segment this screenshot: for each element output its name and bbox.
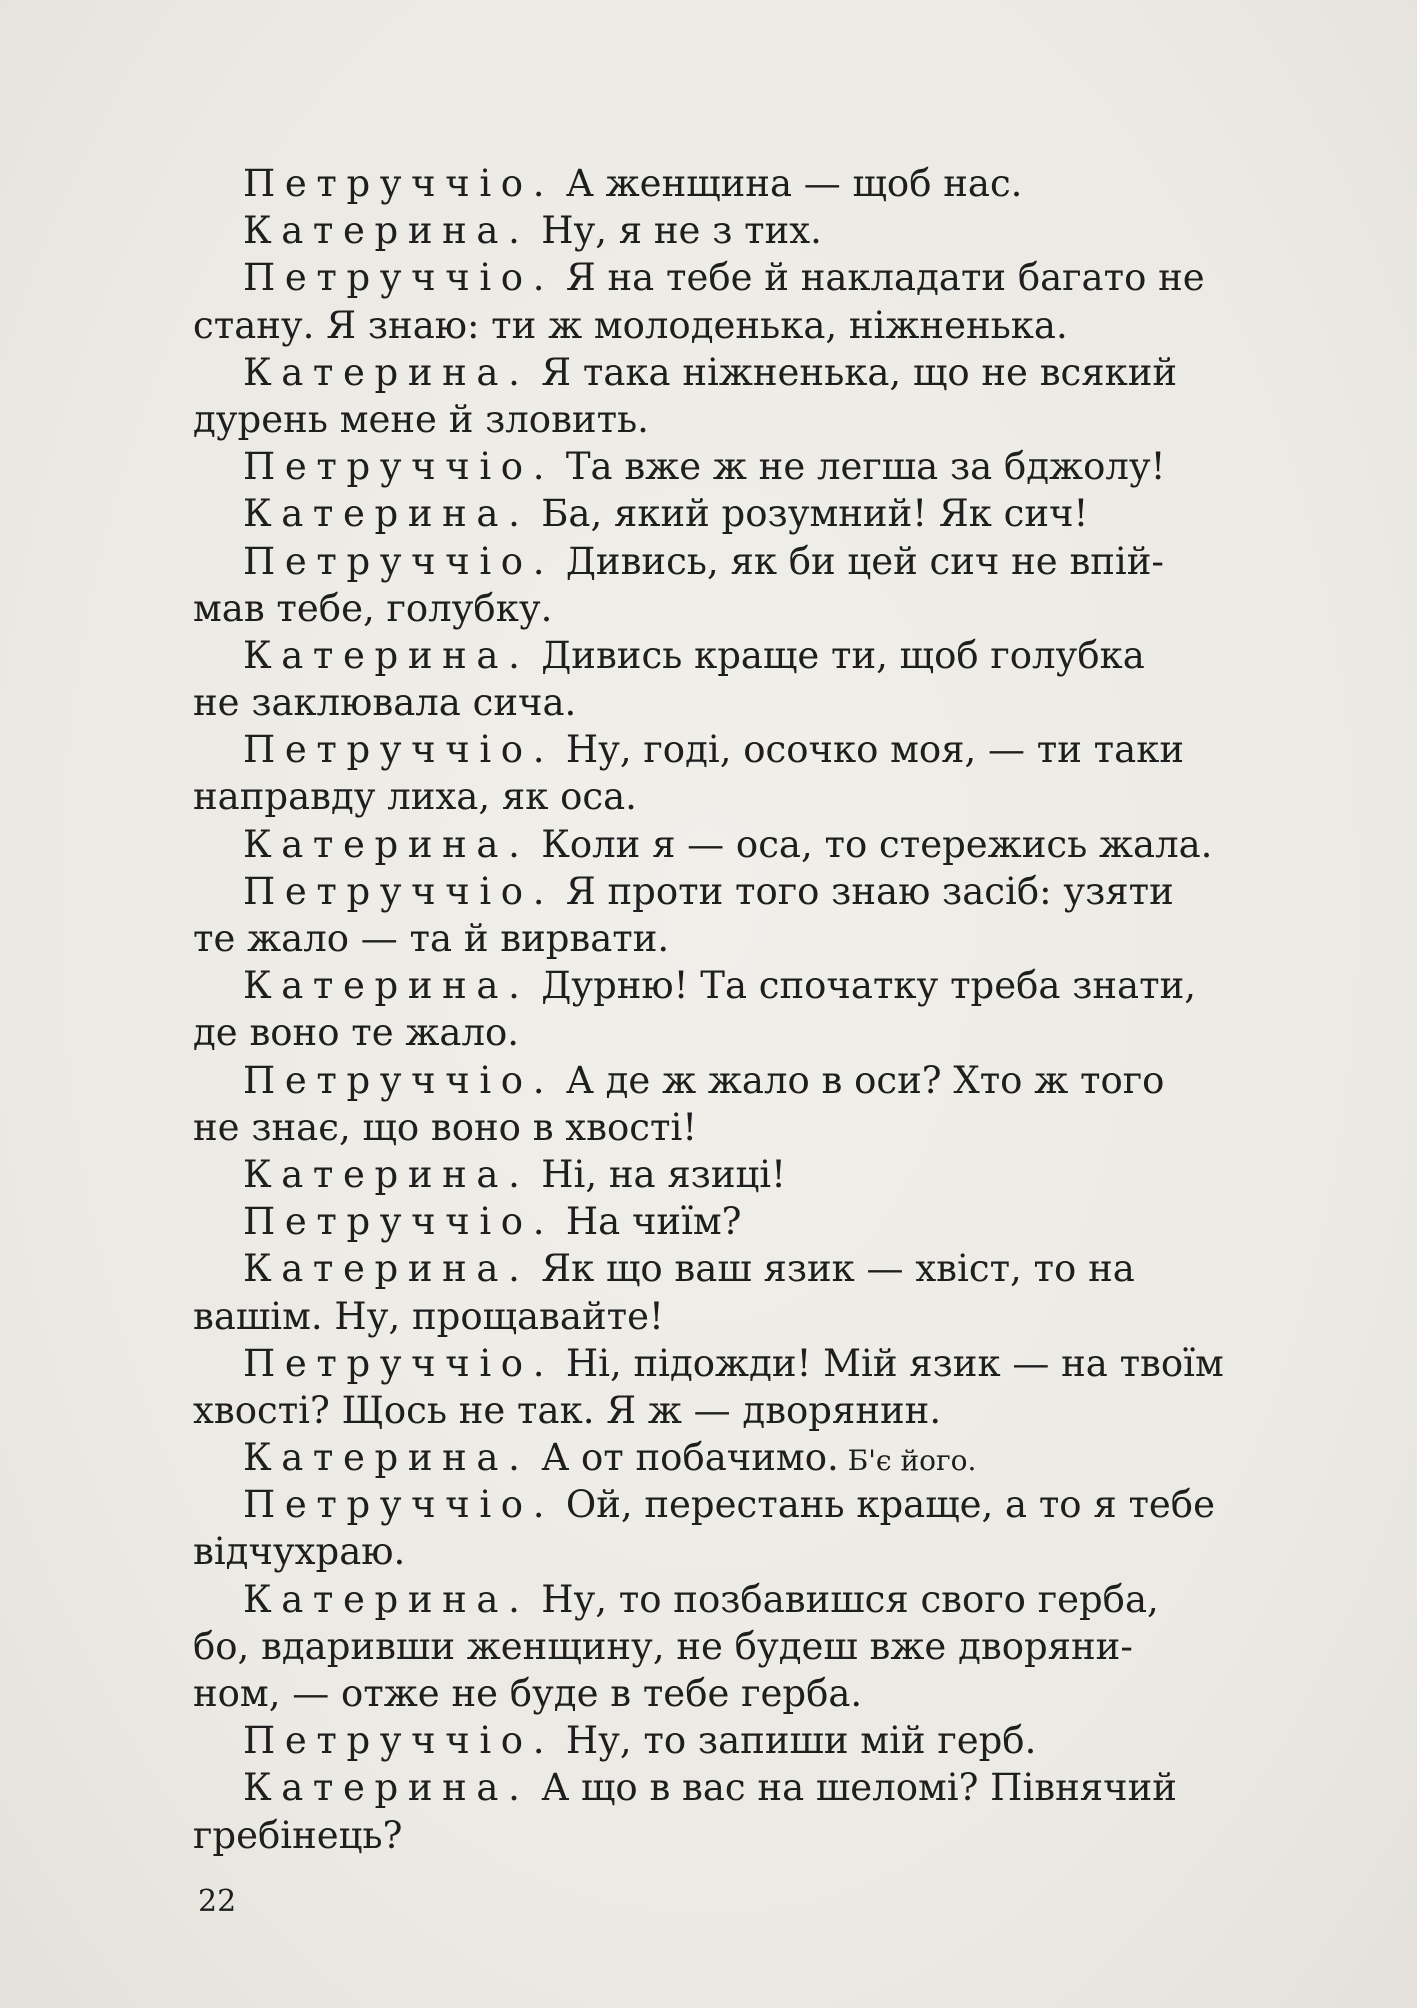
line-text: Ну, я не з тих. — [529, 209, 822, 253]
text-line — [193, 443, 1373, 490]
line-text: Дивись, як би цей сич не впій- — [554, 539, 1164, 583]
line-text: А що в вас на шеломі? Півнячий — [529, 1766, 1177, 1810]
line-text: Я така ніжненька, що не всякий — [529, 350, 1178, 394]
text-line — [193, 1481, 1373, 1528]
line-text: На чиїм? — [554, 1200, 742, 1244]
line-text: не заклювала сича. — [193, 681, 577, 725]
text-line — [193, 868, 1373, 915]
text-line — [193, 962, 1373, 1009]
text-line — [193, 1387, 1373, 1434]
line-text: бо, вдаривши женщину, не будеш вже дворяни- — [193, 1624, 1133, 1668]
line-text: гребінець? — [193, 1813, 403, 1857]
line-text: відчухраю. — [193, 1530, 406, 1574]
line-text: Ні, підожди! Мій язик — на твоїм — [554, 1341, 1224, 1385]
line-text: Ой, перестань краще, а то я тебе — [554, 1483, 1215, 1527]
speaker-name: Катерина. — [243, 1436, 530, 1480]
line-text: стану. Я знаю: ти ж молоденька, ніжненька. — [193, 303, 1068, 347]
line-text: те жало — та й вирвати. — [193, 917, 670, 960]
line-text: Я проти того знаю засіб: узяти — [554, 869, 1174, 913]
text-line — [193, 1434, 1373, 1481]
text-line — [193, 585, 1373, 632]
line-text: А де ж жало в оси? Хто ж того — [554, 1058, 1165, 1102]
speaker-name: Петруччіо. — [243, 1483, 555, 1527]
speaker-name: Катерина. — [243, 209, 530, 253]
text-line — [193, 821, 1373, 868]
line-text: вашім. Ну, прощавайте! — [193, 1294, 664, 1338]
speaker-name: Петруччіо. — [243, 1719, 555, 1763]
text-line — [193, 915, 1373, 962]
text-line — [193, 1340, 1373, 1387]
text-line — [193, 1764, 1373, 1811]
speaker-name: Петруччіо. — [243, 1341, 555, 1385]
text-line — [193, 726, 1373, 773]
text-line — [193, 254, 1373, 301]
text-line — [193, 207, 1373, 254]
text-line — [193, 773, 1373, 820]
text-line — [193, 1057, 1373, 1104]
line-text: Ну, годі, осочко моя, — ти таки — [554, 728, 1184, 772]
text-line — [193, 1576, 1373, 1623]
line-text: направду лиха, як оса. — [193, 775, 637, 819]
line-text: Дурню! Та спочатку треба знати, — [529, 964, 1197, 1008]
speaker-name: Петруччіо. — [243, 1200, 555, 1244]
speaker-name: Катерина. — [243, 492, 530, 536]
speaker-name: Петруччіо. — [243, 256, 555, 300]
line-text: Я на тебе й накладати багато не — [554, 256, 1205, 300]
text-line — [193, 1812, 1373, 1859]
line-text: Коли я — оса, то стережись жала. — [529, 822, 1213, 866]
text-line — [193, 302, 1373, 349]
text-line — [193, 1623, 1373, 1670]
line-text: мав тебе, голубку. — [193, 586, 553, 630]
line-text: Ба, який розумний! Як сич! — [529, 492, 1089, 536]
speaker-name: Катерина. — [243, 1766, 530, 1810]
speaker-name: Катерина. — [243, 1577, 530, 1621]
speaker-name: Петруччіо. — [243, 869, 555, 913]
text-line — [193, 1717, 1373, 1764]
text-line — [193, 1104, 1373, 1151]
text-line — [193, 1009, 1373, 1056]
speaker-name: Катерина. — [243, 1247, 530, 1291]
text-line — [193, 1245, 1373, 1292]
line-text: не знає, що воно в хвості! — [193, 1105, 698, 1149]
line-text: Як що ваш язик — хвіст, то на — [529, 1247, 1135, 1291]
text-line — [193, 349, 1373, 396]
line-text: Ну, то запиши мій герб. — [554, 1719, 1037, 1763]
speaker-name: Катерина. — [243, 964, 530, 1008]
line-text: Ні, на язиці! — [529, 1152, 787, 1196]
text-line — [193, 396, 1373, 443]
line-text: дурень мене й зловить. — [193, 397, 649, 441]
line-text: хвості? Щось не так. Я ж — дворянин. — [193, 1388, 942, 1432]
text-line — [193, 490, 1373, 537]
text-line — [193, 1293, 1373, 1340]
speaker-name: Катерина. — [243, 350, 530, 394]
line-text: Дивись краще ти, щоб голубка — [529, 633, 1145, 677]
speaker-name: Катерина. — [243, 1152, 530, 1196]
text-line — [193, 1528, 1373, 1575]
text-line — [193, 538, 1373, 585]
speaker-name: Петруччіо. — [243, 539, 555, 583]
line-text: Ну, то позбавишся свого герба, — [529, 1577, 1159, 1621]
speaker-name: Петруччіо. — [243, 445, 555, 489]
line-text: А от побачимо. — [529, 1436, 839, 1480]
text-line — [193, 160, 1373, 207]
page-number: 22 — [198, 1884, 237, 1919]
text-line — [193, 679, 1373, 726]
text-line — [193, 1151, 1373, 1198]
speaker-name: Катерина. — [243, 633, 530, 677]
speaker-name: Петруччіо. — [243, 162, 555, 205]
stage-direction: Б'є його. — [838, 1444, 977, 1478]
line-text: де воно те жало. — [193, 1011, 520, 1055]
speaker-name: Петруччіо. — [243, 1058, 555, 1102]
speaker-name: Катерина. — [243, 822, 530, 866]
text-line — [193, 1670, 1373, 1717]
line-text: ном, — отже не буде в тебе герба. — [193, 1672, 863, 1715]
dialogue-text — [193, 160, 1373, 1859]
text-line — [193, 1198, 1373, 1245]
text-line — [193, 632, 1373, 679]
line-text: Та вже ж не легша за бджолу! — [554, 445, 1166, 489]
line-text: А женщина — щоб нас. — [554, 162, 1023, 205]
speaker-name: Петруччіо. — [243, 728, 555, 772]
